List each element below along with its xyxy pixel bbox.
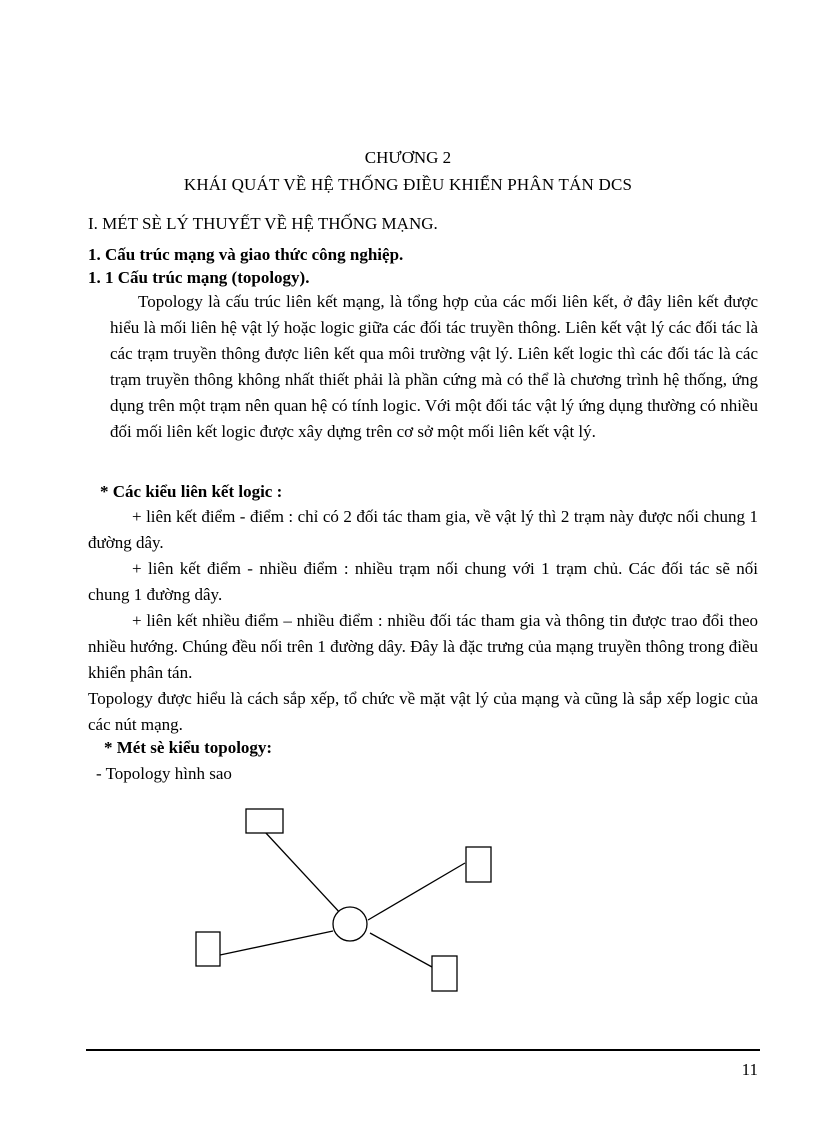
link-to-left-node [220, 931, 333, 955]
star-topology-diagram [180, 795, 510, 1005]
heading-network-structure: 1. Cấu trúc mạng và giao thức công nghiệp. [88, 245, 404, 264]
page-number: 11 [741, 1060, 758, 1079]
heading-topology: 1. 1 Cấu trúc mạng (topology). [88, 268, 310, 287]
section-heading: I. MÉT SÈ LÝ THUYẾT VỀ HỆ THỐNG MẠNG. [88, 214, 438, 233]
node-top-left [246, 809, 283, 833]
link-to-right-node [368, 863, 465, 920]
hub-node [333, 907, 367, 941]
paragraph-topology-arrangement: Topology được hiểu là cách sắp xếp, tổ chức về mặt vật lý của mạng và cũng là sắp xếp logic của các nút mạng. [88, 689, 758, 734]
link-type-point-to-multipoint: + liên kết điểm - nhiều điểm : nhiều trạm nối chung với 1 trạm chủ. Các đối tác sẽ nối chung 1 đường dây. [88, 559, 758, 604]
chapter-title: KHÁI QUÁT VỀ HỆ THỐNG ĐIỀU KHIỂN PHÂN TÁN DCS [183, 175, 633, 194]
paragraph-topology-definition: Topology là cấu trúc liên kết mạng, là tổng hợp của các mối liên kết, ở đây liên kết được hiểu là mối liên hệ vật lý hoặc logic giữa các đối tác truyền thông. Liên kết vật lý các đối tác là các trạm truyền thông được liên kết qua môi trường vật lý. Liên kết logic thì các đối tác là các trạm truyền thông không nhất thiết phải là phần cứng mà có thể là chương trình hệ thống, ứng dụng trên một trạm nên quan hệ có tính logic. Với một đối tác vật lý ứng dụng thường có nhiều đối mối liên kết logic được xây dựng trên cơ sở một mối liên kết vật lý. [110, 292, 758, 441]
link-to-bottom-right-node [370, 933, 432, 967]
heading-topology-types: * Mét sè kiểu topology: [104, 738, 273, 757]
node-left [196, 932, 220, 966]
node-bottom-right [432, 956, 457, 991]
link-type-multipoint-to-multipoint: + liên kết nhiều điểm – nhiều điểm : nhiều đối tác tham gia và thông tin được trao đổi theo nhiều hướng. Chúng đều nối trên 1 đường dây. Đây là đặc trưng của mạng truyền thông trong điều khiển phân tán. [88, 611, 758, 682]
link-type-point-to-point: + liên kết điểm - điểm : chỉ có 2 đối tác tham gia, về vật lý thì 2 trạm này được nối chung 1 đường dây. [88, 507, 758, 552]
star-topology-label: - Topology hình sao [96, 764, 232, 783]
heading-link-types: * Các kiểu liên kết logic : [100, 482, 283, 501]
link-to-top-left-node [265, 832, 342, 915]
footer-rule [86, 1049, 760, 1051]
node-right [466, 847, 491, 882]
chapter-number: CHƯƠNG 2 [364, 148, 452, 167]
